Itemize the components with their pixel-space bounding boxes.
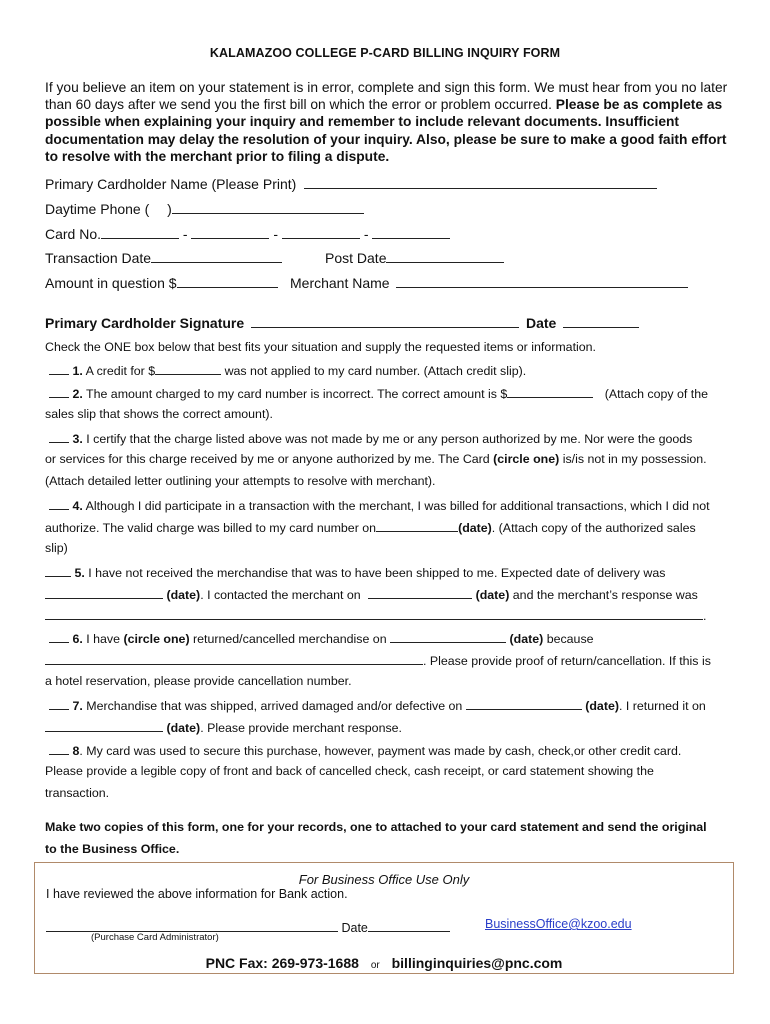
- form-title: KALAMAZOO COLLEGE P-CARD BILLING INQUIRY FORM: [209, 46, 561, 60]
- option-4-text-a: Although I did participate in a transaction with the merchant, I was billed for additional transactions, which I did not: [85, 499, 710, 513]
- option-2-text-a: The amount charged to my card number is incorrect. The correct amount is $: [86, 387, 508, 401]
- option-3-text-a: I certify that the charge listed above was not made by me or any person authorized by me. Nor were the goods: [86, 432, 693, 446]
- intro-bold: Please be as complete as possible when explaining your inquiry and remember to include relevant documents. Insufficient documentation may delay the resolution of your inquiry. Also, please be sure to make a good faith effort to resolve with the merchant prior to filing a dispute.: [45, 97, 727, 164]
- merchant-name-field[interactable]: [396, 275, 688, 288]
- administrator-date-field[interactable]: [368, 919, 450, 932]
- option-7-text-a: Merchandise that was shipped, arrived damaged and/or defective on: [86, 699, 463, 713]
- daytime-phone-field[interactable]: [172, 201, 364, 214]
- option-5-line-2: [45, 586, 698, 602]
- transaction-date-row: [45, 250, 282, 266]
- transaction-date-field[interactable]: [151, 250, 282, 263]
- option-7-line-2: [45, 719, 402, 735]
- card-dash-3: -: [363, 226, 369, 242]
- signature-field[interactable]: [251, 315, 519, 328]
- option-1: [45, 362, 526, 378]
- option-3-line-3: (Attach detailed letter outlining your attempts to resolve with merchant).: [45, 474, 436, 488]
- signature-label: Primary Cardholder Signature: [45, 315, 245, 331]
- option-3-line-2: [45, 452, 707, 466]
- option-3: [45, 430, 692, 446]
- option-4-text-b: authorize. The valid charge was billed to my card number on: [45, 521, 377, 535]
- option-7: [45, 697, 706, 713]
- option-3-checkbox[interactable]: [49, 430, 69, 443]
- cardholder-name-field[interactable]: [304, 176, 657, 189]
- option-1-text-b: was not applied to my card number. (Attach credit slip).: [224, 364, 527, 378]
- option-5-checkbox[interactable]: [45, 564, 71, 577]
- option-8: [45, 742, 681, 758]
- option-1-number: 1.: [72, 364, 83, 378]
- signature-date-label: Date: [525, 315, 557, 331]
- merchant-contact-date-field[interactable]: [368, 586, 472, 599]
- option-4: [45, 497, 710, 513]
- post-date-label: Post Date: [325, 250, 387, 266]
- intro-plain: If you believe an item on your statement is in error, complete and sign this form. We must hear from you no later than 60 days after we send you the first bill on which the error or problem occurred.: [45, 80, 728, 113]
- option-4-text-d: . (Attach copy of the authorized sales: [491, 521, 696, 535]
- business-office-email-link[interactable]: BusinessOffice@kzoo.edu: [485, 917, 632, 931]
- reviewed-statement: I have reviewed the above information for Bank action.: [46, 887, 348, 901]
- option-2-text-b: (Attach copy of the: [604, 387, 709, 401]
- card-dash-1: -: [182, 226, 188, 242]
- amount-label: Amount in question $: [45, 275, 177, 291]
- option-7-checkbox[interactable]: [49, 697, 69, 710]
- option-6-text-c: returned/cancelled merchandise on: [193, 632, 387, 646]
- option-2-cont: sales slip that shows the correct amount).: [45, 407, 273, 421]
- option-7-text-e: . Please provide merchant response.: [200, 721, 402, 735]
- option-6-circle-one: (circle one): [123, 632, 190, 646]
- business-office-box: [34, 862, 734, 974]
- administrator-caption: (Purchase Card Administrator): [91, 932, 219, 943]
- return-date-field[interactable]: [390, 630, 506, 643]
- administrator-signature-field[interactable]: [46, 919, 338, 932]
- cardholder-name-label: Primary Cardholder Name (Please Print): [45, 176, 297, 192]
- merchant-name-label: Merchant Name: [290, 275, 390, 291]
- expected-delivery-date-field[interactable]: [45, 586, 163, 599]
- fax-contact-line: [35, 955, 733, 971]
- option-4-line-2: [45, 519, 696, 535]
- option-5-text-e: and the merchant’s response was: [512, 588, 698, 602]
- daytime-phone-label: Daytime Phone (: [45, 201, 150, 217]
- option-5-date-label-1: (date): [166, 588, 201, 602]
- card-number-row: [45, 226, 450, 242]
- option-3-text-b: or services for this charge received by me or anyone authorized by me. The Card: [45, 452, 490, 466]
- option-5-date-label-2: (date): [475, 588, 510, 602]
- authorized-charge-date-field[interactable]: [376, 519, 458, 532]
- option-1-checkbox[interactable]: [49, 362, 69, 375]
- post-date-field[interactable]: [386, 250, 504, 263]
- option-6-text-e: because: [546, 632, 594, 646]
- option-4-checkbox[interactable]: [49, 497, 69, 510]
- transaction-date-label: Transaction Date: [45, 250, 152, 266]
- option-8-text-a: . My card was used to secure this purchase, however, payment was made by cash, check,or other credit card.: [79, 744, 682, 758]
- option-6-number: 6.: [72, 632, 83, 646]
- option-6: [45, 630, 594, 646]
- returned-date-field[interactable]: [45, 719, 163, 732]
- option-3-text-d: is/is not in my possession.: [562, 452, 707, 466]
- option-5-text-c: . I contacted the merchant on: [200, 588, 361, 602]
- option-6-line-3: a hotel reservation, please provide cancellation number.: [45, 674, 352, 688]
- amount-field[interactable]: [177, 275, 278, 288]
- administrator-date-label: Date: [341, 921, 368, 935]
- card-number-label: Card No.: [45, 226, 102, 242]
- option-8-checkbox[interactable]: [49, 742, 69, 755]
- daytime-phone-row: [45, 201, 364, 217]
- option-7-number: 7.: [72, 699, 83, 713]
- merchant-response-field[interactable]: [45, 607, 703, 620]
- card-number-part-4[interactable]: [372, 226, 450, 239]
- intro-paragraph: [45, 79, 735, 165]
- option-6-text-a: I have: [86, 632, 121, 646]
- card-dash-2: -: [273, 226, 279, 242]
- option-4-date-label: (date): [458, 521, 492, 535]
- option-6-checkbox[interactable]: [49, 630, 69, 643]
- signature-row: [45, 315, 639, 331]
- copies-note-line-2: to the Business Office.: [45, 842, 180, 856]
- option-8-line-3: transaction.: [45, 786, 110, 800]
- copies-note-line-1: Make two copies of this form, one for your records, one to attached to your card statement and send the original: [45, 820, 707, 834]
- option-5-number: 5.: [74, 566, 85, 580]
- option-2: [45, 385, 708, 401]
- credit-amount-field[interactable]: [155, 362, 221, 375]
- option-2-checkbox[interactable]: [49, 385, 69, 398]
- option-6-date-label: (date): [509, 632, 544, 646]
- damaged-arrival-date-field[interactable]: [466, 697, 582, 710]
- option-5-text-a: I have not received the merchandise that was to have been shipped to me. Expected date of delivery was: [88, 566, 666, 580]
- option-5-line-3: .: [45, 607, 706, 623]
- cardholder-name-row: [45, 176, 657, 192]
- post-date-row: [325, 250, 504, 266]
- pnc-fax: PNC Fax: 269-973-1688: [205, 955, 359, 971]
- card-number-part-2[interactable]: [191, 226, 269, 239]
- option-7-text-c: . I returned it on: [618, 699, 706, 713]
- option-2-number: 2.: [72, 387, 83, 401]
- option-4-line-3: slip): [45, 541, 68, 555]
- office-use-header: For Business Office Use Only: [298, 872, 470, 887]
- or-separator: or: [370, 960, 380, 971]
- daytime-phone-close: ): [167, 201, 172, 217]
- option-3-circle-one: (circle one): [493, 452, 560, 466]
- option-8-number: 8: [72, 744, 80, 758]
- option-6-text-f: . Please provide proof of return/cancellation. If this is: [423, 654, 711, 668]
- billing-inquiries-email: billinginquiries@pnc.com: [391, 955, 563, 971]
- option-7-date-label-1: (date): [585, 699, 619, 713]
- return-reason-field[interactable]: [45, 652, 423, 665]
- option-7-date-label-2: (date): [166, 721, 201, 735]
- option-6-line-2: [45, 652, 711, 668]
- card-number-part-3[interactable]: [282, 226, 360, 239]
- card-number-part-1[interactable]: [101, 226, 179, 239]
- merchant-row: [290, 275, 688, 291]
- option-1-text-a: A credit for $: [85, 364, 156, 378]
- amount-row: [45, 275, 278, 291]
- option-4-number: 4.: [72, 499, 83, 513]
- option-8-line-2: Please provide a legible copy of front and back of cancelled check, cash receipt, or card statement showing the: [45, 764, 654, 778]
- correct-amount-field[interactable]: [507, 385, 593, 398]
- instructions: Check the ONE box below that best fits your situation and supply the requested items or information.: [45, 340, 596, 354]
- option-5: [45, 564, 665, 580]
- signature-date-field[interactable]: [563, 315, 639, 328]
- option-3-number: 3.: [72, 432, 83, 446]
